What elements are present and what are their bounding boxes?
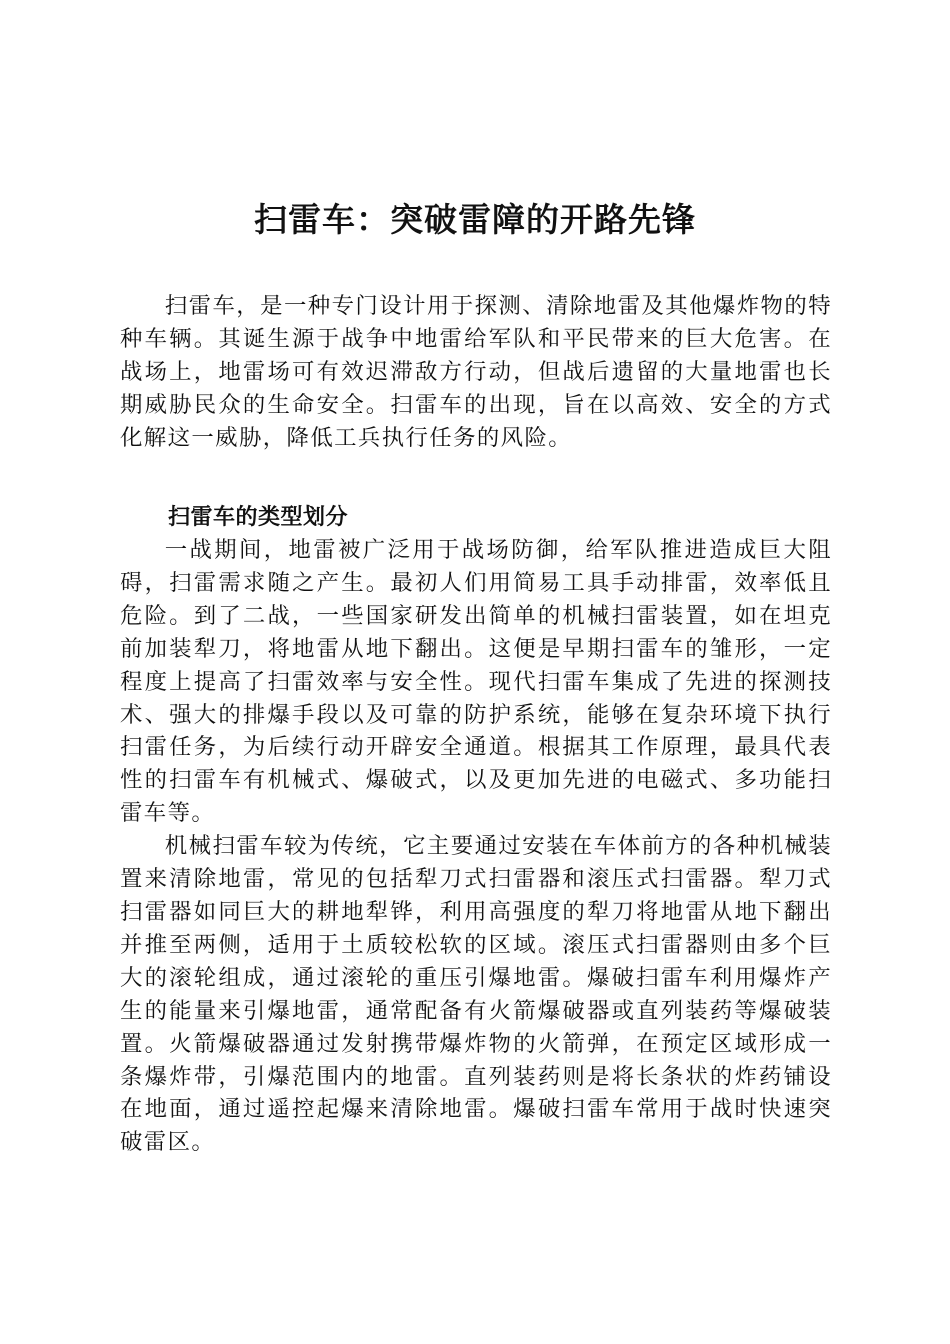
intro-paragraph: 扫雷车，是一种专门设计用于探测、清除地雷及其他爆炸物的特种车辆。其诞生源于战争中地雷给军队和平民带来的巨大危害。在战场上，地雷场可有效迟滞敌方行动，但战后遗留的大量地雷也长期威胁民众的生命安全。扫雷车的出现，旨在以高效、安全的方式化解这一威胁，降低工兵执行任务的风险。 [120,293,832,451]
section-heading: 扫雷车的类型划分 [168,505,349,530]
types-section [120,501,832,1159]
intro-section [120,290,832,455]
document-title: 扫雷车：突破雷障的开路先锋 [254,200,696,239]
body-paragraph: 一战期间，地雷被广泛用于战场防御，给军队推进造成巨大阻碍，扫雷需求随之产生。最初人们用简易工具手动排雷，效率低且危险。到了二战，一些国家研发出简单的机械扫雷装置，如在坦克前加装犁刀，将地雷从地下翻出。这便是早期扫雷车的雏形，一定程度上提高了扫雷效率与安全性。现代扫雷车集成了先进的探测技术、强大的排爆手段以及可靠的防护系统，能够在复杂环境下执行扫雷任务，为后续行动开辟安全通道。根据其工作原理，最具代表性的扫雷车有机械式、爆破式，以及更加先进的电磁式、多功能扫雷车等。 [120,537,832,827]
body-paragraph: 机械扫雷车较为传统，它主要通过安装在车体前方的各种机械装置来清除地雷，常见的包括犁刀式扫雷器和滚压式扫雷器。犁刀式扫雷器如同巨大的耕地犁铧，利用高强度的犁刀将地雷从地下翻出并推至两侧，适用于土质较松软的区域。滚压式扫雷器则由多个巨大的滚轮组成，通过滚轮的重压引爆地雷。爆破扫雷车利用爆炸产生的能量来引爆地雷，通常配备有火箭爆破器或直列装药等爆破装置。火箭爆破器通过发射携带爆炸物的火箭弹，在预定区域形成一条爆炸带，引爆范围内的地雷。直列装药则是将长条状的炸药铺设在地面，通过遥控起爆来清除地雷。爆破扫雷车常用于战时快速突破雷区。 [120,833,832,1156]
